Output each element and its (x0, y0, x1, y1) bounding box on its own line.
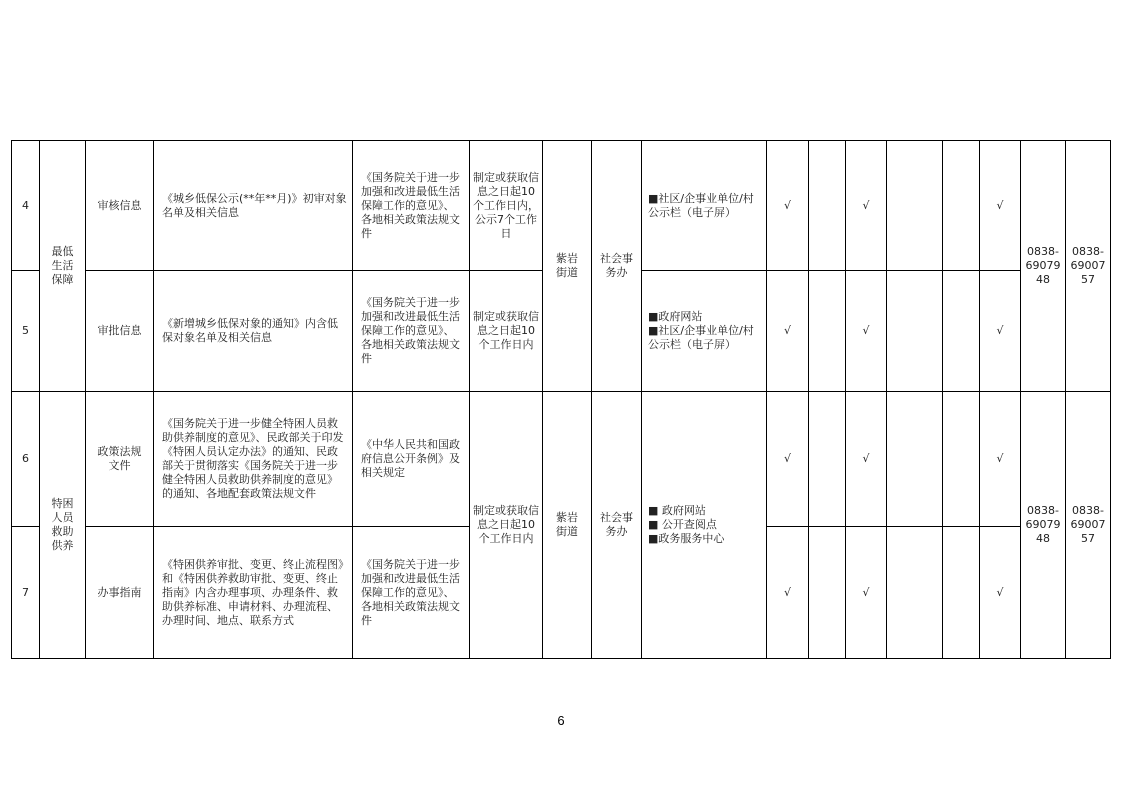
row-number: 7 (12, 527, 40, 659)
empty-cell (809, 527, 846, 659)
empty-cell (943, 141, 980, 271)
check-mark: √ (767, 392, 809, 527)
row-number: 5 (12, 271, 40, 392)
empty-cell (809, 271, 846, 392)
subject-cell: 紫岩 街道 (543, 141, 592, 392)
row-number: 4 (12, 141, 40, 271)
empty-cell (809, 392, 846, 527)
check-mark: √ (980, 392, 1021, 527)
phone-cell: 0838- 69007 57 (1066, 141, 1111, 392)
table-row (12, 392, 1111, 527)
check-mark: √ (767, 271, 809, 392)
row-number: 6 (12, 392, 40, 527)
check-mark: √ (767, 141, 809, 271)
department-cell: 社会事 务办 (592, 392, 642, 659)
table-row (12, 141, 1111, 271)
subject-cell: 紫岩 街道 (543, 392, 592, 659)
empty-cell (943, 392, 980, 527)
basis-cell: 《国务院关于进一步加强和改进最低生活保障工作的意见》、各地相关政策法规文件 (353, 527, 470, 659)
check-mark: √ (980, 271, 1021, 392)
disclosure-table (11, 140, 1111, 659)
department-cell: 社会事 务办 (592, 141, 642, 392)
content-cell: 《城乡低保公示(**年**月)》初审对象名单及相关信息 (154, 141, 353, 271)
empty-cell (887, 141, 943, 271)
item-cell: 审批信息 (86, 271, 154, 392)
content-cell: 《特困供养审批、变更、终止流程图》和《特困供养救助审批、变更、终止指南》内含办理事项、办理条件、救助供养标准、申请材料、办理流程、办理时间、地点、联系方式 (154, 527, 353, 659)
check-mark: √ (846, 271, 887, 392)
empty-cell (887, 527, 943, 659)
basis-cell: 《中华人民共和国政府信息公开条例》及相关规定 (353, 392, 470, 527)
item-cell: 政策法规 文件 (86, 392, 154, 527)
item-cell: 审核信息 (86, 141, 154, 271)
page-number: 6 (557, 713, 565, 728)
phone-cell: 0838- 69007 57 (1066, 392, 1111, 659)
phone-cell: 0838- 69079 48 (1021, 141, 1066, 392)
empty-cell (809, 141, 846, 271)
basis-cell: 《国务院关于进一步加强和改进最低生活保障工作的意见》、各地相关政策法规文件 (353, 141, 470, 271)
check-mark: √ (980, 527, 1021, 659)
item-cell: 办事指南 (86, 527, 154, 659)
category-cell: 特困 人员 救助 供养 (40, 392, 86, 659)
empty-cell (887, 271, 943, 392)
phone-cell: 0838- 69079 48 (1021, 392, 1066, 659)
check-mark: √ (846, 392, 887, 527)
check-mark: √ (980, 141, 1021, 271)
empty-cell (943, 527, 980, 659)
empty-cell (887, 392, 943, 527)
empty-cell (943, 271, 980, 392)
content-cell: 《国务院关于进一步健全特困人员救助供养制度的意见》、民政部关于印发《特困人员认定办法》的通知、民政部关于贯彻落实《国务院关于进一步健全特困人员救助供养制度的意见》的通知、各地配套政策法规文件 (154, 392, 353, 527)
channel-cell: ■社区/企事业单位/村公示栏（电子屏） (642, 141, 767, 271)
check-mark: √ (846, 527, 887, 659)
channel-cell: ■政府网站 ■社区/企事业单位/村公示栏（电子屏） (642, 271, 767, 392)
channel-cell: ■ 政府网站 ■ 公开查阅点 ■政务服务中心 (642, 392, 767, 659)
deadline-cell: 制定或获取信息之日起10个工作日内 (470, 271, 543, 392)
deadline-cell: 制定或获取信息之日起10个工作日内，公示7个工作日 (470, 141, 543, 271)
content-cell: 《新增城乡低保对象的通知》内含低保对象名单及相关信息 (154, 271, 353, 392)
basis-cell: 《国务院关于进一步加强和改进最低生活保障工作的意见》、各地相关政策法规文件 (353, 271, 470, 392)
check-mark: √ (767, 527, 809, 659)
category-cell: 最低 生活 保障 (40, 141, 86, 392)
deadline-cell: 制定或获取信息之日起10个工作日内 (470, 392, 543, 659)
check-mark: √ (846, 141, 887, 271)
